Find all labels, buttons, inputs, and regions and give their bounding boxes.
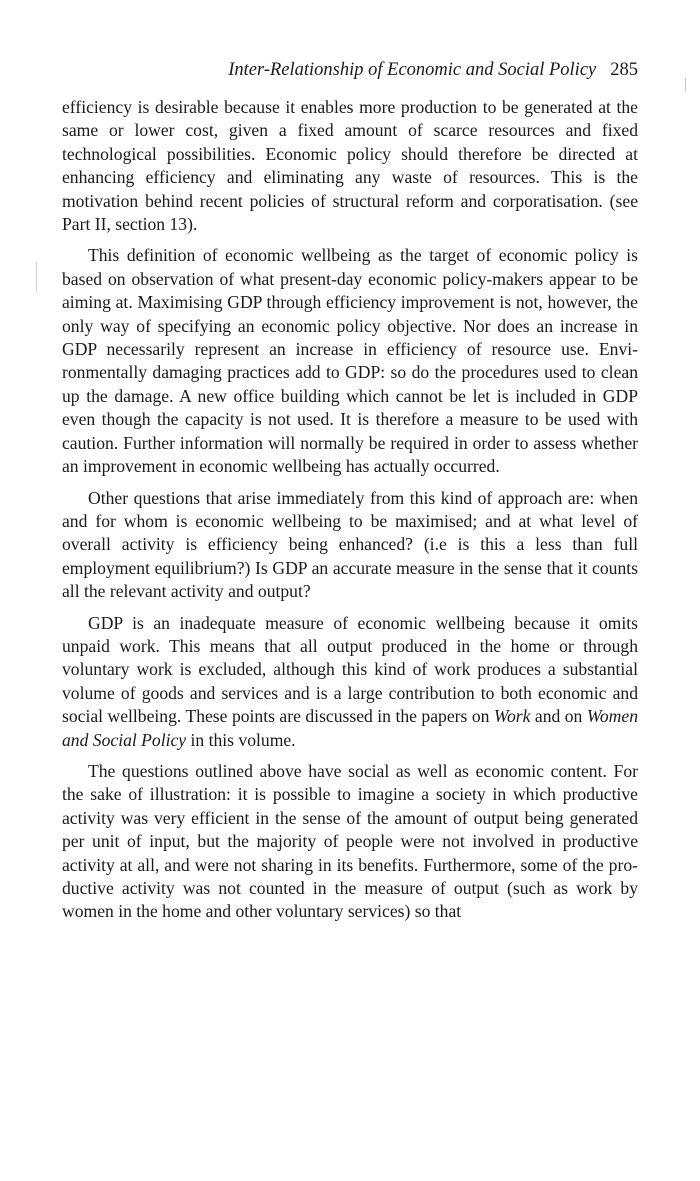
paragraph-definition: This definition of economic wellbeing as the target of economic policy is based on observation of what present-day economic policy-makers appear to be aiming at. Maximising GDP through efficiency improvement is not, however, the only way of specifying an economic policy objective. Nor does an increase in GDP necessarily represent an increase in efficiency of resource use. Environmentally damaging practices add to GDP: so do the procedures used to clean up the damage. A new office building which cannot be let is included in GDP even though the capacity is not used. It is therefore a measure to be used with caution. Further information will normally be required in order to assess whether an improvement in economic wellbeing has actually occurred. <box>62 245 638 477</box>
unpaid-work-ending: in this volume. <box>186 729 296 750</box>
edge-scan-mark <box>685 78 686 92</box>
margin-scan-mark <box>36 262 40 292</box>
running-title: Inter-Relationship of Economic and Social Policy <box>228 60 597 80</box>
paragraph-questions: Other questions that arise immediately from this kind of approach are: when and for whom is economic wellbeing to be maximised; and at what level of overall activity is efficiency being enhanced? (i.e is this a less than full employment equilibrium?) Is GDP an accurate measure in the sense that it counts all the relevant activity and output? <box>62 487 638 602</box>
paragraph-unpaid-work <box>62 612 638 752</box>
women-paper-title: Women and Social Policy <box>62 706 638 750</box>
paragraph-social-content: The questions outlined above have social as well as economic content. For the sake of illustration: it is possible to imagine a society in which productive activity was very efficient in the sense of the amount of output being generated per unit of input, but the majority of people were not involved in productive activity at all, and were not sharing in its benefits. Furthermore, some of the productive activity was not counted in the measure of output (such as work by women in the home and other voluntary services) so that <box>62 760 638 922</box>
unpaid-work-connector: and on <box>530 706 587 727</box>
page-number: 285 <box>610 60 638 80</box>
unpaid-work-text: GDP is an inadequate measure of economic wellbeing because it omits unpaid work. This means that all output produced in the home or through voluntary work is excluded, although this kind of work produces a substantial volume of goods and services and is a large contribution to both economic and social wellbeing. These points are discussed in the papers on <box>62 612 638 727</box>
book-page <box>62 58 638 924</box>
paragraph-efficiency: efficiency is desirable because it enables more production to be generated at the same or lower cost, given a fixed amount of scarce resources and fixed technological possibilities. Economic policy should therefore be directed at enhancing efficiency and eliminating any waste of resources. This is the motivation behind recent policies of structural reform and corporatisation. (see Part II, section 13). <box>62 97 638 235</box>
work-paper-title: Work <box>493 706 531 727</box>
running-head <box>62 58 638 82</box>
